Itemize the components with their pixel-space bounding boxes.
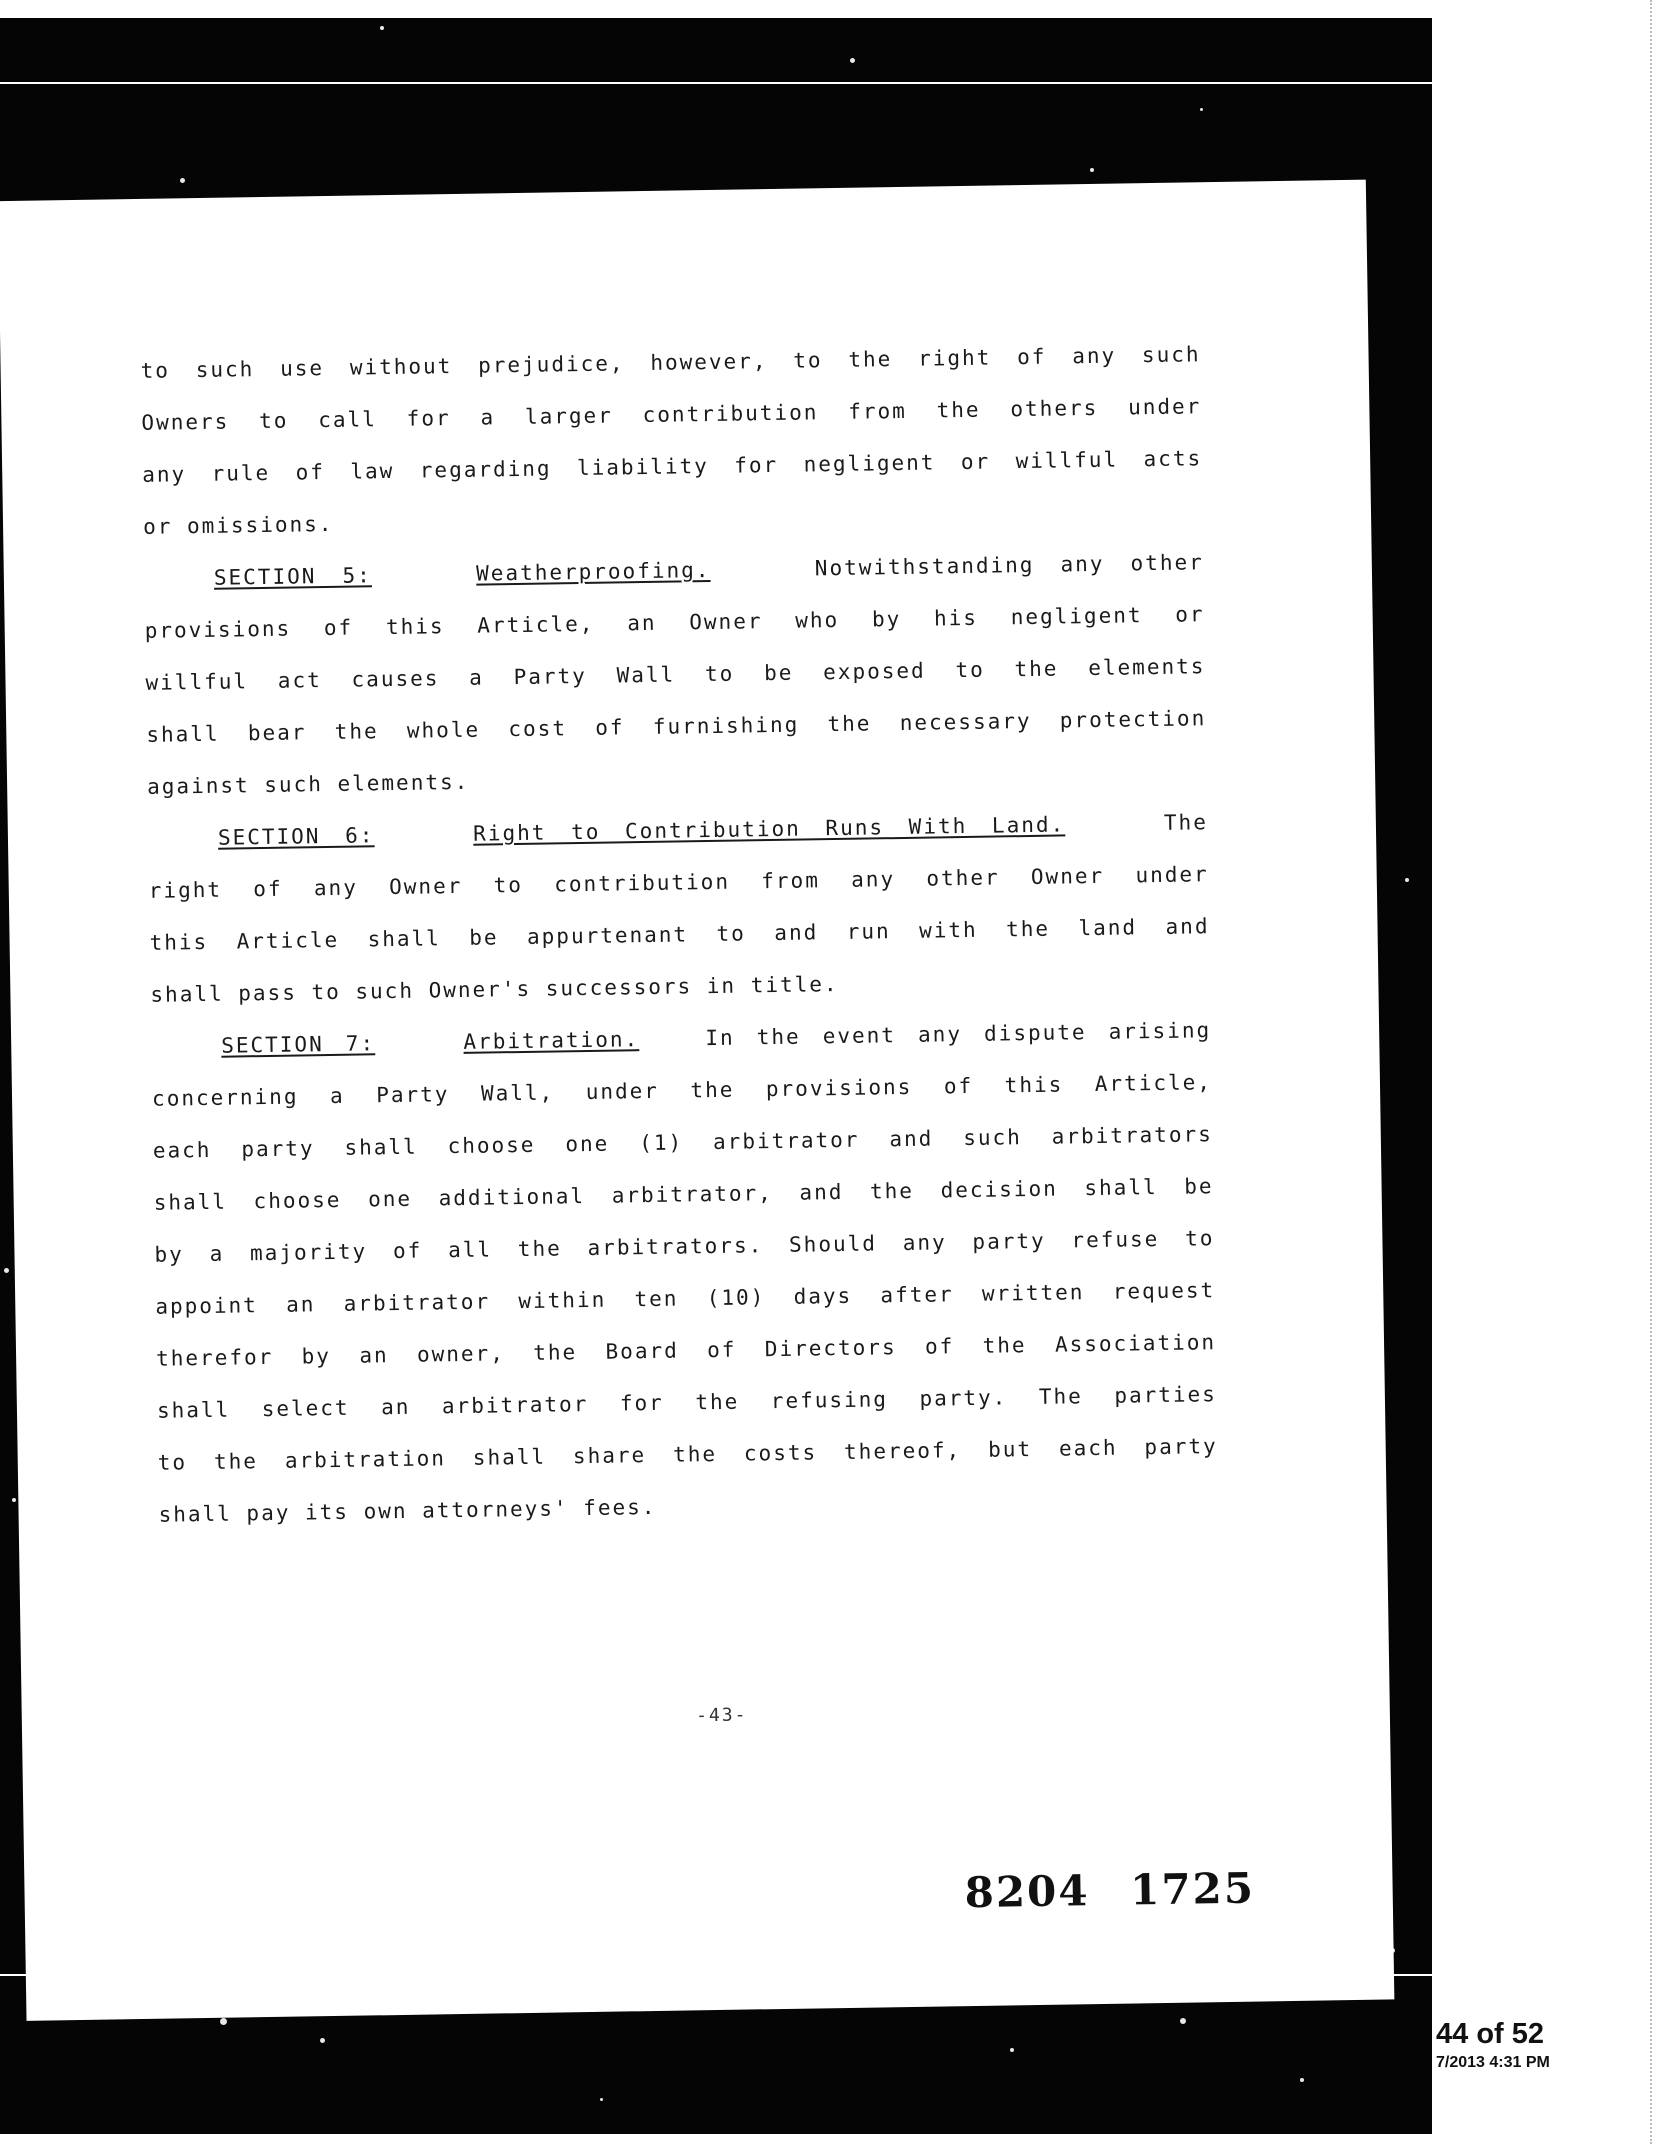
scan-speck [12,1498,16,1502]
book-page-reference: 8204 1725 [964,1863,1256,1918]
scan-speck [1180,2018,1186,2024]
text-line: shall bear the whole cost of furnishing the necessary protection [146,706,1207,747]
print-timestamp: 7/2013 4:31 PM [1436,2054,1550,2071]
scan-speck [4,1268,9,1273]
text-line: shall pass to such Owner's successors in title. [150,972,839,1007]
text-run: The [1163,810,1209,835]
section-7-label: SECTION 7: [221,1031,376,1058]
page-number: -43- [695,1704,748,1727]
text-line: therefor by an owner, the Board of Directors of the Association [155,1330,1217,1371]
text-line: against such elements. [146,769,470,799]
scan-speck [600,2098,603,2101]
section-6-heading-line [218,810,1208,850]
text-line: right of any Owner to contribution from any other Owner under [148,862,1209,903]
section-5-heading-line [214,550,1204,590]
text-line: or omissions. [142,511,334,539]
text-line: to the arbitration shall share the costs thereof, but each party [157,1434,1218,1475]
section-7-title: Arbitration. [463,1027,640,1054]
text-run: In the event any dispute arising [705,1018,1212,1051]
text-line: shall choose one additional arbitrator, and the decision shall be [153,1174,1214,1215]
text-line: appoint an arbitrator within ten (10) days after written request [155,1278,1216,1319]
scan-speck [220,2018,227,2025]
text-line: willful act causes a Party Wall to be exposed to the elements [145,654,1206,695]
scan-speck [180,178,185,183]
section-6-title: Right to Contribution Runs With Land. [473,812,1066,846]
scan-speck [1090,168,1094,172]
scan-speck [850,58,855,63]
text-line: Owners to call for a larger contribution from the others under [141,394,1202,435]
document-page [0,180,1394,2021]
scan-speck [1405,878,1409,882]
section-5-label: SECTION 5: [213,563,372,590]
section-7-heading-line [221,1018,1211,1058]
scan-speck [1010,2048,1014,2052]
scan-edge-line [1650,0,1652,2144]
text-run: Notwithstanding any other [814,550,1204,581]
text-line: concerning a Party Wall, under the provisions of this Article, [151,1070,1213,1111]
text-line: any rule of law regarding liability for negligent or willful acts [142,446,1203,487]
section-5-title: Weatherproofing. [475,557,711,586]
scan-top-rule [0,82,1432,84]
scan-speck [380,26,384,30]
text-line: provisions of this Article, an Owner who by his negligent or [144,602,1205,643]
text-line: shall select an arbitrator for the refusing party. The parties [156,1382,1218,1423]
scan-speck [1300,2078,1304,2082]
text-line: this Article shall be appurtenant to and run with the land and [149,914,1210,955]
text-line: by a majority of all the arbitrators. Should any party refuse to [154,1226,1215,1267]
text-line: shall pay its own attorneys' fees. [158,1494,657,1527]
scan-speck [1200,108,1203,111]
scan-speck [320,2038,325,2043]
section-6-label: SECTION 6: [217,823,375,850]
text-line: to such use without prejudice, however, to the right of any such [140,342,1201,383]
text-line: each party shall choose one (1) arbitrator and such arbitrators [152,1122,1213,1163]
page-count: 44 of 52 [1436,2018,1544,2050]
